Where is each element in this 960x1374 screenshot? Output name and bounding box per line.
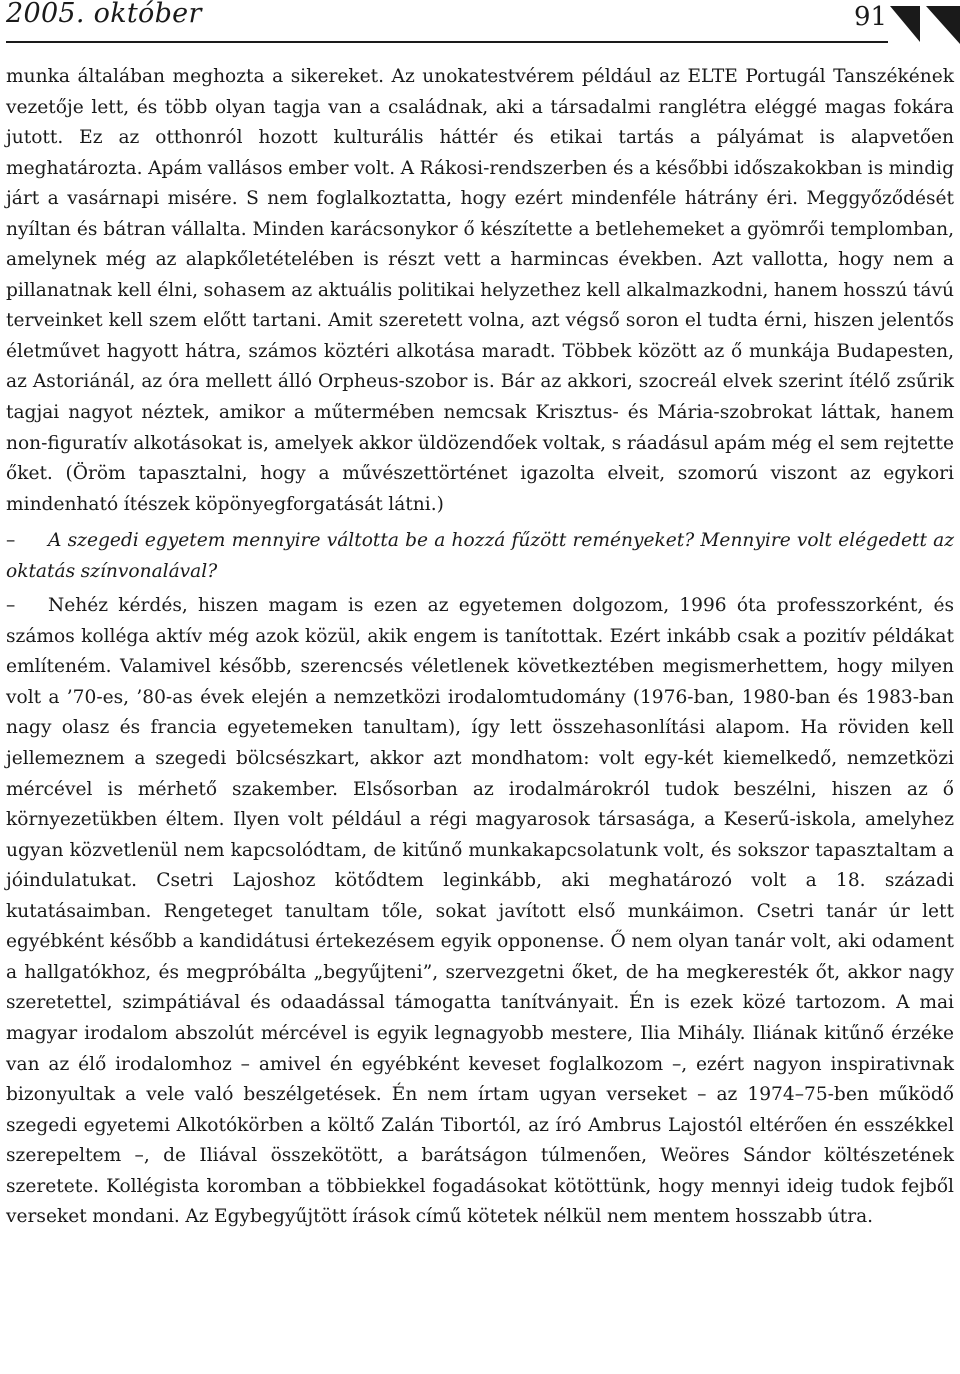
answer-text: Nehéz kérdés, hiszen magam is ezen az egyetemen dolgozom, 1996 óta professzorként, és számos kolléga aktív még azok közül, akik engem is tanítottak. Ezért inkább csak a pozitív példákat említeném. Valamivel később, szerencsés véletlenek következtében megismerhettem, hogy milyen volt a ’70-es, ’80-as évek elején a nemzetközi irodalomtudomány (1976-ban, 1980-ban és 1983-ban nagy olasz és francia egyetemeken tanultam), így lett összehasonlítási alapom. Ha röviden kell jellemeznem a szegedi bölcsészkart, akkor azt mondhatom: volt egy-két kiemelkedő, nemzetközi mércével is mérhető szakember. Elsősorban az irodalmárokról tudok beszélni, hiszen az ő környezetükben éltem. Ilyen volt például a régi magyarosok társasága, a Keserű-iskola, amelyhez ugyan közvetlenül nem kapcsolódtam, de kitűnő munkakapcsolatunk volt, és sokszor tapasztaltam a jóindulatukat. Csetri Lajoshoz kötődtem leginkább, aki meghatározó volt a 18. századi kutatásaimban. Rengeteget tanultam tőle, sokat javított első munkáimon. Csetri tanár úr lett egyébként később a kandidátusi értekezésem egyik opponense. Ő nem olyan tanár volt, aki odament a hallgatókhoz, és megpróbálta „begyűjteni”, szervezgetni őket, de ha megkeresték őt, akkor nagy szeretettel, szimpátiával és odaadással támogatta tanítványait. Én is ezek közé tartozom. A mai magyar irodalom abszolút mércével is egyik legnagyobb mestere, Ilia Mihály. Iliának kitűnő érzéke van az élő irodalomhoz – amivel én egyébként keveset foglalkozom –, ezért nagyon inspirativnak bizonyultak a vele való beszélgetések. Én nem írtam ugyan verseket – az 1974–75-ben működő szegedi egyetemi Alkotókörben a költő Zalán Tibortól, az író Ambrus Lajostól eltérően én esszékkel szerepeltem –, de Iliával összekötött, a barátságon túlmenően, Weöres Sándor költészetének szeretete. Kollégista koromban a többiekkel fogadásokat kötöttünk, hogy mennyi ideig tudok fejből verseket mondani. Az Egybegyűjtött írások című kötetek nélkül nem mentem hosszabb útra. xyxy=(6,595,954,1228)
question-dash: – xyxy=(6,530,16,552)
article-body xyxy=(6,62,954,1233)
answer-dash: – xyxy=(6,595,16,617)
interview-question xyxy=(6,526,954,587)
paragraph-intro: munka általában meghozta a sikereket. Az unokatestvérem például az ELTE Portugál Tanszékének vezetője lett, és több olyan tagja van a családnak, aki a társadalmi ranglétra eléggé magas fokára jutott. Ez az otthonról hozott kulturális háttér és etikai tartás a pályámat is alapvetően meghatározta. Apám vallásos ember volt. A Rákosi-rendszerben és a későbbi időszakokban is mindig járt a vasárnapi misére. S nem foglalkoztatta, hogy ezért mindenféle hátrány éri. Meggyőződését nyíltan és bátran vállalta. Minden karácsonykor ő készítette a betlehemeket a gyömrői templomban, amelynek még az alapkőletételében is részt vett a harmincas években. Azt vallotta, hogy nem a pillanatnak kell élni, sohasem az aktuális politikai helyzethez kell alkalmazkodni, hanem hosszú távú terveinket kell szem előtt tartani. Amit szeretett volna, azt végső soron el tudta érni, hiszen jelentős életművet hagyott hátra, számos köztéri alkotása maradt. Többek között az ő munkája Budapesten, az Astoriánál, az óra mellett álló Orpheus-szobor is. Bár az akkori, szocreál elvek szerint ítélő zsűrik tagjai nagyot néztek, amikor a műtermében nemcsak Krisztus- és Mária-szobrokat láttak, hanem non-figuratív alkotásokat is, amelyek akkor üldözendőek voltak, s ráadásul apám még el sem rejtette őket. (Öröm tapasztalni, hogy a művészettörténet igazolta elveit, szomorú viszont az egykori mindenható ítészek köpönyegforgatását látni.) xyxy=(6,66,954,515)
double-triangle-mark-icon xyxy=(890,6,960,50)
question-text: A szegedi egyetem mennyire váltotta be a hozzá fűzött reményeket? Mennyire volt elégedett az oktatás színvonalával? xyxy=(6,530,954,582)
page-header xyxy=(6,0,956,44)
page-number: 91 xyxy=(854,2,888,32)
running-head-date: 2005. október xyxy=(6,0,202,29)
interview-answer xyxy=(6,591,954,1232)
header-rule xyxy=(6,41,888,43)
